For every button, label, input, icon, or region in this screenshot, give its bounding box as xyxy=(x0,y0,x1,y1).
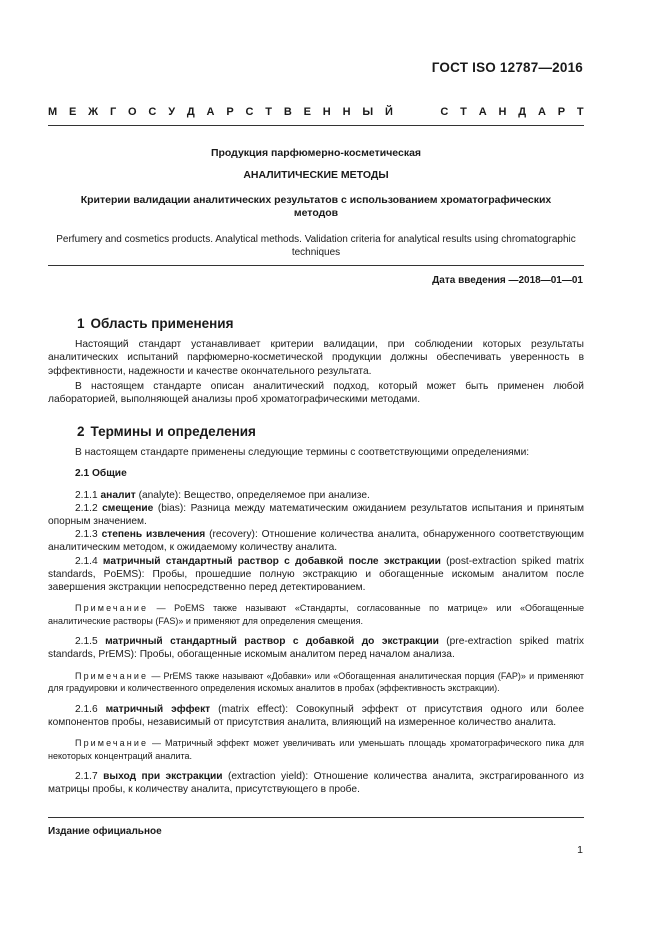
standard-type-letter: О xyxy=(128,106,137,118)
term-name: матричный стандартный раствор с добавкой до экстракции xyxy=(105,636,439,648)
term-number: 2.1.3 xyxy=(75,529,98,541)
term-definition xyxy=(48,489,584,502)
section-2-intro: В настоящем стандарте применены следующие термины с соответствующими определениями: xyxy=(75,447,530,459)
footer-divider xyxy=(48,817,584,818)
title-main: АНАЛИТИЧЕСКИЕ МЕТОДЫ xyxy=(243,169,389,181)
note xyxy=(48,670,584,695)
term-text: (bias): Разница между математическим ожиданием результатов испытания и принятым опорным значением. xyxy=(48,502,584,528)
section-1-paragraph: В настоящем стандарте описан аналитический подход, который может быть применен любой лабораторией, выполняющей анализы проб хроматографическими методами. xyxy=(48,380,584,406)
publication-label: Издание официальное xyxy=(48,826,162,837)
term-text: (matrix effect): Совокупный эффект от присутствия одного или более компонентов пробы, независимый от присутствия аналита, влияющий на измеренное количество аналита. xyxy=(48,703,584,728)
term-name: матричный эффект xyxy=(105,703,211,715)
standard-type-letter: У xyxy=(168,106,176,118)
term-name: выход при экстракции xyxy=(103,771,223,783)
term-number: 2.1.6 xyxy=(75,703,98,715)
term-name: аналит xyxy=(100,489,136,501)
standard-type-letter: Р xyxy=(557,106,566,118)
page-number: 1 xyxy=(577,844,583,856)
standard-type-letter: Р xyxy=(226,106,234,118)
standard-type-letter: С xyxy=(245,106,254,118)
term-definition xyxy=(48,703,584,729)
standard-type-letter: А xyxy=(537,106,546,118)
effective-date: Дата введения —2018—01—01 xyxy=(432,275,583,286)
term-text: (post-extraction spiked matrix standards, PoEMS): Пробы, прошедшие полную экстракцию и обогащенные искомым аналитом после завершения экстракции непосредственно перед детектированием. xyxy=(48,555,584,594)
note xyxy=(48,737,584,762)
section-1-heading xyxy=(48,317,584,330)
standard-type-letter: А xyxy=(206,106,215,118)
header-divider xyxy=(48,125,584,126)
standard-type-letter xyxy=(423,106,429,118)
term-name: матричный стандартный раствор с добавкой после экстракции xyxy=(102,555,441,567)
term-number: 2.1.2 xyxy=(75,502,98,514)
standard-type-letter: Ж xyxy=(88,106,99,118)
section-2-title: Термины и определения xyxy=(90,424,256,439)
title-complementary: Критерии валидации аналитических результатов с использованием хроматографических методов xyxy=(80,194,552,219)
standard-type-letter: С xyxy=(440,106,449,118)
standard-type-letter: С xyxy=(148,106,157,118)
term-definition xyxy=(48,555,584,595)
term-number: 2.1.7 xyxy=(75,771,98,783)
standard-type-letter: М xyxy=(48,106,58,118)
term-text: (analyte): Вещество, определяемое при анализе. xyxy=(135,489,370,501)
term-definition xyxy=(48,502,584,528)
section-2 xyxy=(48,425,584,796)
note-text: — PrEMS также называют «Добавки» или «Обогащенная аналитическая порция (FAP)» и применяют для градуировки и количественного определения искомых аналитов в пробах (эффективность экстракции). xyxy=(48,670,584,694)
standard-type-letter: Д xyxy=(518,106,527,118)
standard-type-letter: Т xyxy=(265,106,273,118)
term-number: 2.1.1 xyxy=(75,489,98,501)
standard-type-letter xyxy=(405,106,411,118)
note-label: Примечание xyxy=(75,603,149,614)
note xyxy=(48,602,584,627)
note-label: Примечание xyxy=(75,738,149,749)
standard-type-letter: Ы xyxy=(362,106,374,118)
term-definition xyxy=(48,528,584,554)
section-1 xyxy=(48,317,584,406)
standard-type-letter: Н xyxy=(322,106,331,118)
section-1-title: Область применения xyxy=(90,316,234,331)
standard-type-letter: Н xyxy=(498,106,507,118)
term-number: 2.1.4 xyxy=(75,555,98,567)
note-text: — PoEMS также называют «Стандарты, согласованные по матрице» или «Обогащенные аналитические растворы (FAS)» и применяют для определения смещения. xyxy=(48,603,584,626)
note-text: — Матричный эффект может увеличивать или уменьшать площадь хроматографического пика для некоторых концентраций аналита. xyxy=(48,738,584,761)
standard-type-letter: Т xyxy=(576,106,584,118)
section-1-number: 1 xyxy=(77,316,85,331)
section-1-paragraph: Настоящий стандарт устанавливает критерии валидации, при соблюдении которых результаты аналитических испытаний парфюмерно-косметической продукции должны обеспечивать уверенность в эффективности, надежности и качестве окончательного результата. xyxy=(48,339,584,377)
standard-type-letter: А xyxy=(478,106,487,118)
title-english: Perfumery and cosmetics products. Analytical methods. Validation criteria for analytical results using chromatographic techniques xyxy=(56,234,576,258)
term-name: смещение xyxy=(102,502,154,514)
title-intro: Продукция парфюмерно-косметическая xyxy=(210,147,422,159)
term-definition xyxy=(48,635,584,661)
title-divider xyxy=(48,265,584,266)
gost-code: ГОСТ ISO 12787—2016 xyxy=(431,60,583,75)
standard-type-letter: Т xyxy=(460,106,467,118)
standard-type-letter: Г xyxy=(109,106,117,118)
term-name: степень извлечения xyxy=(101,529,206,541)
standard-type-letter: Н xyxy=(342,106,351,118)
standard-type-letter: Е xyxy=(303,106,311,118)
standard-type-letter: Й xyxy=(384,106,393,118)
term-number: 2.1.5 xyxy=(75,636,98,648)
term-definition xyxy=(48,770,584,796)
term-text: (recovery): Отношение количества аналита, обнаруженного соответствующим аналитическим методом, к ожидаемому количеству аналита. xyxy=(48,529,584,554)
term-text: (extraction yield): Отношение количества аналита, экстрагированного из матрицы пробы, к количеству аналита, присутствующего в пробе. xyxy=(48,771,584,796)
standard-type-letter: Д xyxy=(186,106,195,118)
section-2-heading xyxy=(48,425,584,438)
standard-type-letter: В xyxy=(283,106,292,118)
term-text: (pre-extraction spiked matrix standards, PrEMS): Пробы, обогащенные искомым аналитом перед началом анализа. xyxy=(48,636,584,661)
standard-type-header xyxy=(48,106,584,118)
section-2-number: 2 xyxy=(77,424,85,439)
note-label: Примечание xyxy=(75,670,149,681)
subsection-2-1-title: 2.1 Общие xyxy=(75,468,127,480)
standard-type-letter: Е xyxy=(69,106,77,118)
